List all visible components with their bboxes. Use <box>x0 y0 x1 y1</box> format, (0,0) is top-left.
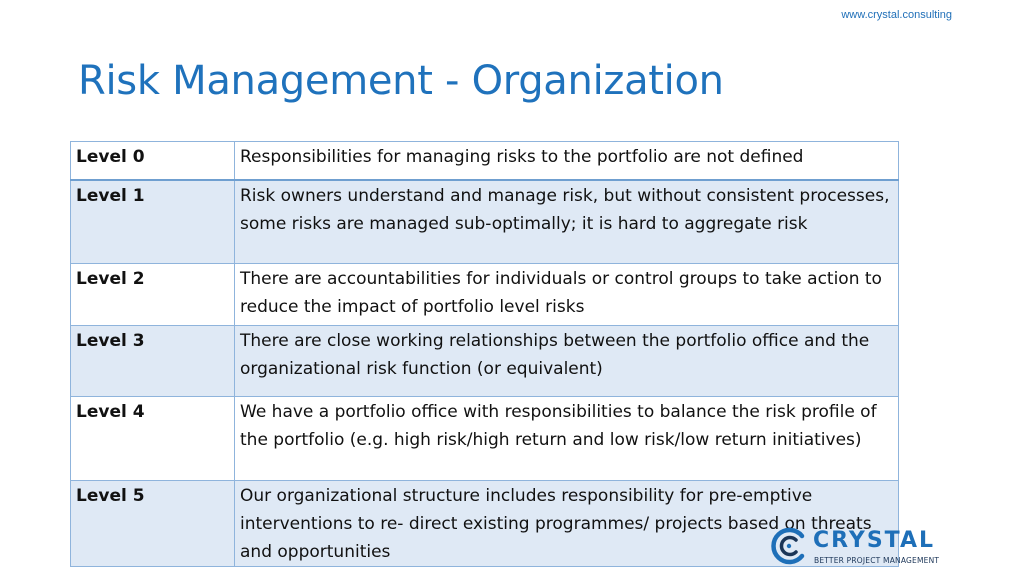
crystal-logo-icon <box>769 526 809 566</box>
table-row <box>71 142 899 180</box>
website-url: www.crystal.consulting <box>841 9 952 21</box>
level-label: Level 1 <box>71 180 235 264</box>
level-label: Level 0 <box>71 142 235 180</box>
logo-tagline: BETTER PROJECT MANAGEMENT <box>814 556 940 565</box>
level-label: Level 5 <box>71 481 235 567</box>
logo-wordmark: CRYSTAL <box>813 528 936 553</box>
level-description: Responsibilities for managing risks to the portfolio are not defined <box>235 142 899 180</box>
level-description: Our organizational structure includes responsibility for pre-emptive interventions to re- direct existing programmes/ projects based on threats and opportunities <box>235 481 899 567</box>
level-description: We have a portfolio office with responsibilities to balance the risk profile of the portfolio (e.g. high risk/high return and low risk/low return initiatives) <box>235 397 899 481</box>
level-label: Level 4 <box>71 397 235 481</box>
crystal-logo <box>769 524 959 568</box>
maturity-levels-table <box>70 141 899 567</box>
level-description: There are close working relationships between the portfolio office and the organizational risk function (or equivalent) <box>235 326 899 397</box>
table-row <box>71 326 899 397</box>
page-title: Risk Management - Organization <box>78 58 724 104</box>
level-label: Level 2 <box>71 264 235 326</box>
level-description: Risk owners understand and manage risk, but without consistent processes, some risks are managed sub-optimally; it is hard to aggregate risk <box>235 180 899 264</box>
table-row <box>71 264 899 326</box>
level-label: Level 3 <box>71 326 235 397</box>
level-description: There are accountabilities for individuals or control groups to take action to reduce the impact of portfolio level risks <box>235 264 899 326</box>
table-row <box>71 397 899 481</box>
table-row <box>71 180 899 264</box>
